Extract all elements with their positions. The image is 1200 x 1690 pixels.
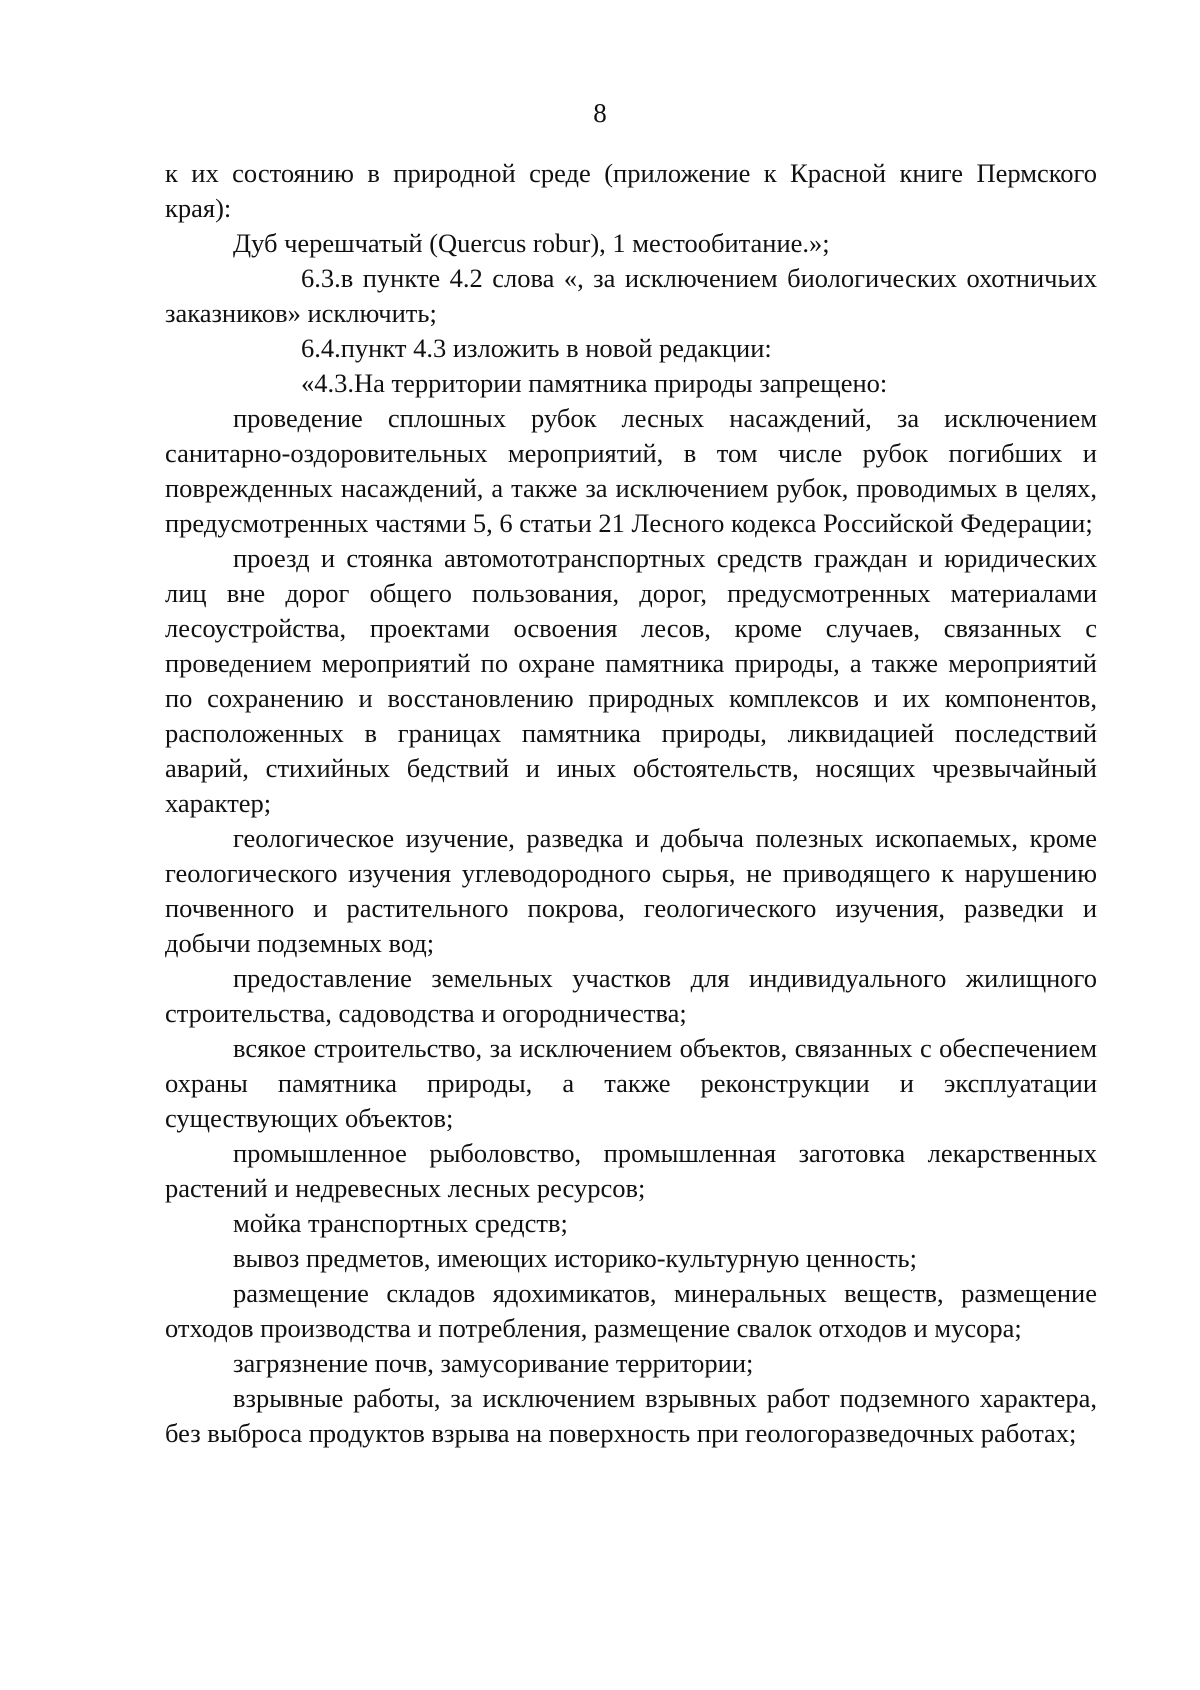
paragraph-prohibition: геологическое изучение, разведка и добыча полезных ископаемых, кроме геологического изучения углеводородного сырья, не приводящего к нарушению почвенного и растительного покрова, геологического изучения, разведки и добычи подземных вод; — [165, 823, 1097, 958]
item-text: На территории памятника природы запрещено: — [354, 368, 888, 398]
paragraph-prohibition: взрывные работы, за исключением взрывных работ подземного характера, без выброса продуктов взрыва на поверхность при геологоразведочных работах; — [165, 1383, 1097, 1448]
item-text: пункт 4.3 изложить в новой редакции: — [340, 333, 772, 363]
document-body — [165, 156, 1097, 1451]
item-number: 6.4. — [301, 333, 341, 363]
item-number: «4.3. — [301, 368, 354, 398]
paragraph-prohibition: мойка транспортных средств; — [233, 1208, 568, 1238]
paragraph-prohibition: проезд и стоянка автомототранспортных средств граждан и юридических лиц вне дорог общего пользования, дорог, предусмотренных материалами лесоустройства, проектами освоения лесов, кроме случаев, связанных с проведением мероприятий по охране памятника природы, а также мероприятий по сохранению и восстановлению природных комплексов и их компонентов, расположенных в границах памятника природы, ликвидацией последствий аварий, стихийных бедствий и иных обстоятельств, носящих чрезвычайный характер; — [165, 543, 1097, 818]
item-number: 6.3. — [301, 263, 341, 293]
paragraph-prohibition: всякое строительство, за исключением объектов, связанных с обеспечением охраны памятника природы, а также реконструкции и эксплуатации существующих объектов; — [165, 1033, 1097, 1133]
paragraph-item-6-4 — [165, 331, 1097, 366]
paragraph-species: Дуб черешчатый (Quercus robur), 1 местообитание.»; — [233, 228, 830, 258]
paragraph-item-4-3 — [165, 366, 1097, 401]
paragraph-continuation: к их состоянию в природной среде (приложение к Красной книге Пермского края): — [165, 158, 1097, 223]
page-number: 8 — [593, 98, 607, 128]
paragraph-prohibition: промышленное рыболовство, промышленная заготовка лекарственных растений и недревесных лесных ресурсов; — [165, 1138, 1097, 1203]
paragraph-prohibition: проведение сплошных рубок лесных насаждений, за исключением санитарно-оздоровительных мероприятий, в том числе рубок погибших и поврежденных насаждений, а также за исключением рубок, проводимых в целях, предусмотренных частями 5, 6 статьи 21 Лесного кодекса Российской Федерации; — [165, 403, 1097, 538]
paragraph-prohibition: вывоз предметов, имеющих историко-культурную ценность; — [233, 1243, 918, 1273]
paragraph-prohibition: загрязнение почв, замусоривание территории; — [233, 1348, 754, 1378]
paragraph-item-6-3 — [165, 261, 1097, 331]
item-text: в пункте 4.2 слова «, за исключением биологических охотничьих заказников» исключить; — [165, 263, 1097, 328]
paragraph-prohibition: размещение складов ядохимикатов, минеральных веществ, размещение отходов производства и потребления, размещение свалок отходов и мусора; — [165, 1278, 1097, 1343]
paragraph-prohibition: предоставление земельных участков для индивидуального жилищного строительства, садоводства и огородничества; — [165, 963, 1097, 1028]
